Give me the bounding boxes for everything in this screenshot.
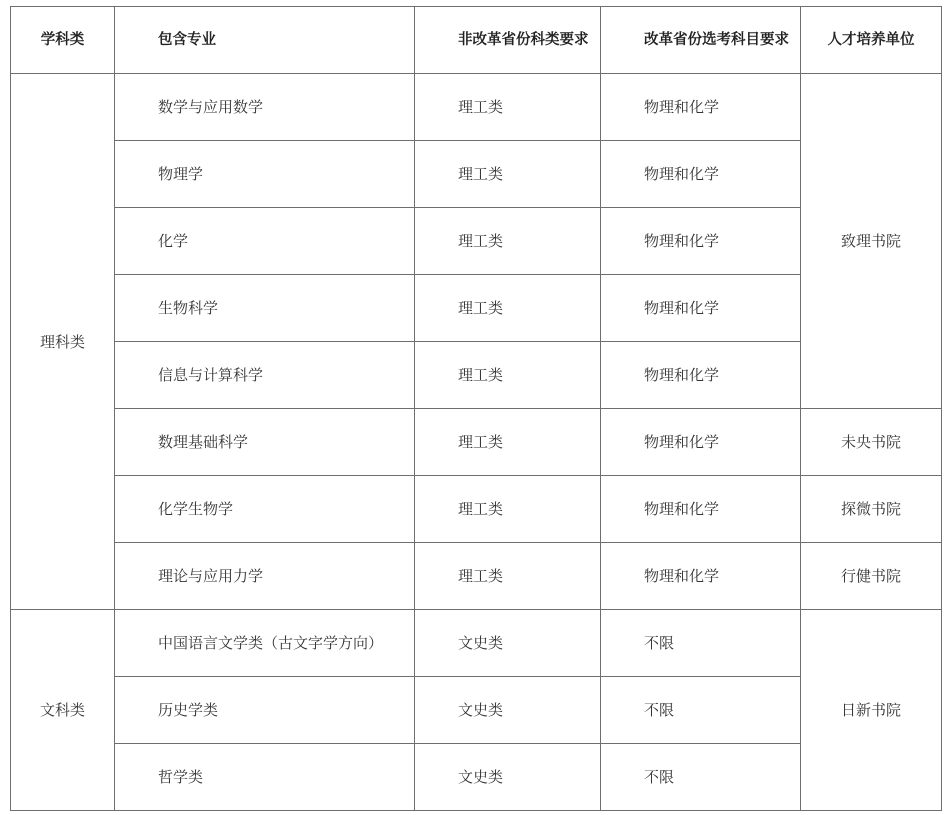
table-row bbox=[11, 476, 942, 543]
major-cell: 数学与应用数学 bbox=[115, 74, 415, 141]
training-unit-cell: 致理书院 bbox=[801, 74, 942, 409]
major-cell: 哲学类 bbox=[115, 744, 415, 811]
header-training-unit: 人才培养单位 bbox=[801, 7, 942, 74]
reform-requirement-cell: 物理和化学 bbox=[601, 342, 801, 409]
major-cell: 数理基础科学 bbox=[115, 409, 415, 476]
non-reform-requirement-cell: 理工类 bbox=[415, 74, 601, 141]
category-cell: 文科类 bbox=[11, 610, 115, 811]
major-cell: 历史学类 bbox=[115, 677, 415, 744]
header-row bbox=[11, 7, 942, 74]
majors-table bbox=[10, 6, 942, 811]
reform-requirement-cell: 不限 bbox=[601, 744, 801, 811]
reform-requirement-cell: 不限 bbox=[601, 610, 801, 677]
reform-requirement-cell: 物理和化学 bbox=[601, 74, 801, 141]
non-reform-requirement-cell: 理工类 bbox=[415, 476, 601, 543]
reform-requirement-cell: 物理和化学 bbox=[601, 141, 801, 208]
non-reform-requirement-cell: 理工类 bbox=[415, 141, 601, 208]
reform-requirement-cell: 物理和化学 bbox=[601, 476, 801, 543]
header-majors: 包含专业 bbox=[115, 7, 415, 74]
training-unit-cell: 行健书院 bbox=[801, 543, 942, 610]
non-reform-requirement-cell: 理工类 bbox=[415, 342, 601, 409]
major-cell: 化学 bbox=[115, 208, 415, 275]
reform-requirement-cell: 物理和化学 bbox=[601, 543, 801, 610]
reform-requirement-cell: 不限 bbox=[601, 677, 801, 744]
non-reform-requirement-cell: 文史类 bbox=[415, 677, 601, 744]
reform-requirement-cell: 物理和化学 bbox=[601, 409, 801, 476]
training-unit-cell: 探微书院 bbox=[801, 476, 942, 543]
table-row bbox=[11, 409, 942, 476]
table-row bbox=[11, 74, 942, 141]
major-cell: 信息与计算科学 bbox=[115, 342, 415, 409]
reform-requirement-cell: 物理和化学 bbox=[601, 275, 801, 342]
major-cell: 物理学 bbox=[115, 141, 415, 208]
non-reform-requirement-cell: 理工类 bbox=[415, 409, 601, 476]
non-reform-requirement-cell: 理工类 bbox=[415, 208, 601, 275]
training-unit-cell: 未央书院 bbox=[801, 409, 942, 476]
major-cell: 理论与应用力学 bbox=[115, 543, 415, 610]
major-cell: 生物科学 bbox=[115, 275, 415, 342]
non-reform-requirement-cell: 文史类 bbox=[415, 610, 601, 677]
header-reform-requirement: 改革省份选考科目要求 bbox=[601, 7, 801, 74]
reform-requirement-cell: 物理和化学 bbox=[601, 208, 801, 275]
table-row bbox=[11, 610, 942, 677]
major-cell: 中国语言文学类（古文字学方向） bbox=[115, 610, 415, 677]
header-non-reform-requirement: 非改革省份科类要求 bbox=[415, 7, 601, 74]
major-cell: 化学生物学 bbox=[115, 476, 415, 543]
non-reform-requirement-cell: 文史类 bbox=[415, 744, 601, 811]
header-category: 学科类 bbox=[11, 7, 115, 74]
non-reform-requirement-cell: 理工类 bbox=[415, 543, 601, 610]
training-unit-cell: 日新书院 bbox=[801, 610, 942, 811]
table-row bbox=[11, 543, 942, 610]
category-cell: 理科类 bbox=[11, 74, 115, 610]
non-reform-requirement-cell: 理工类 bbox=[415, 275, 601, 342]
